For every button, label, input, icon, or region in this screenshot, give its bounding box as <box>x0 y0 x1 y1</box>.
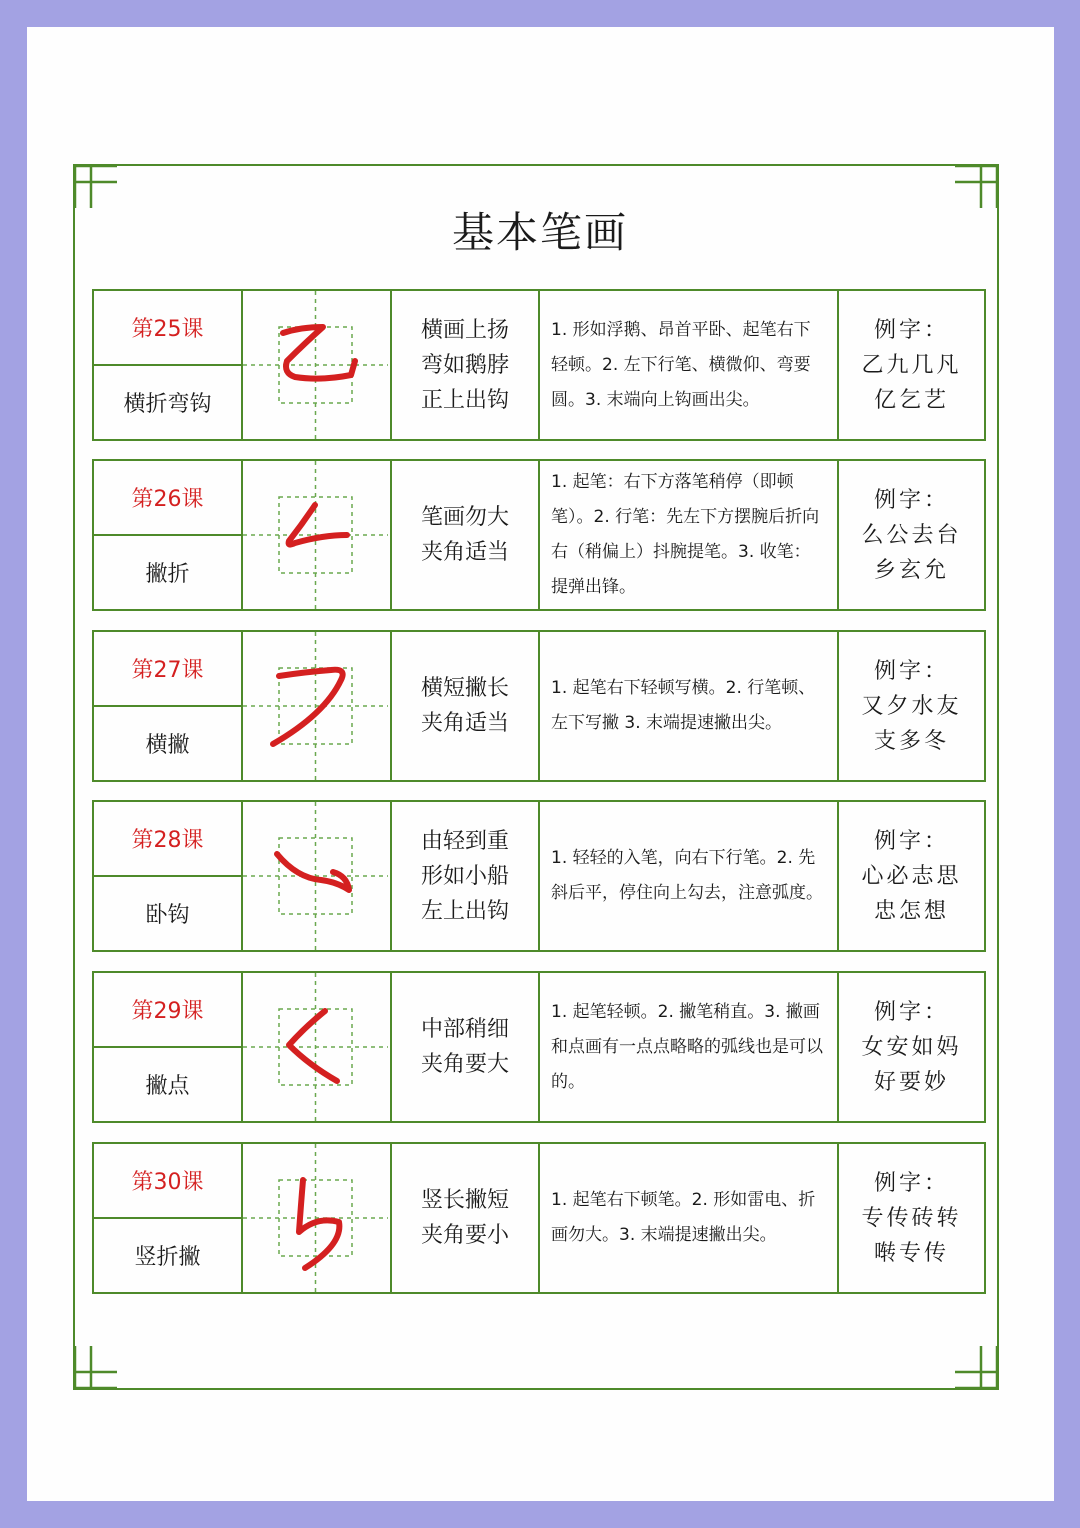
example-label: 例字： <box>873 317 949 343</box>
example-line-1: 又夕水友 <box>861 693 962 719</box>
practice-grid <box>243 802 392 950</box>
example-line-1: 心必志思 <box>861 863 962 889</box>
stroke-description <box>540 802 839 950</box>
stroke-name: 卧钩 <box>145 903 190 928</box>
frame-corner-bottom-right <box>955 1346 999 1390</box>
stroke-illustration <box>243 802 388 950</box>
lesson-cell <box>94 802 243 950</box>
description-text: 1. 起笔：右下方落笔稍停（即顿笔）。2. 行笔：先左下方摆腕后折向右（稍偏上）抖腕提笔。3. 收笔：提弹出锋。 <box>551 472 820 597</box>
stroke-illustration <box>243 461 388 609</box>
example-label: 例字： <box>873 658 949 684</box>
lesson-row <box>92 289 986 441</box>
lesson-number: 第30课 <box>94 1144 241 1219</box>
example-label: 例字： <box>873 828 949 854</box>
description-text: 1. 起笔轻顿。2. 撇笔稍直。3. 撇画和点画有一点点略略的弧线也是可以的。 <box>551 1001 823 1092</box>
practice-grid <box>243 973 392 1121</box>
lesson-row <box>92 459 986 611</box>
writing-tips: 由轻到重 形如小船 左上出钩 <box>392 802 540 950</box>
description-text: 1. 轻轻的入笔，向右下行笔。2. 先斜后平，停住向上勾去，注意弧度。 <box>551 848 823 903</box>
lesson-row <box>92 1142 986 1294</box>
writing-tips: 横短撇长 夹角适当 <box>392 632 540 780</box>
writing-tips: 横画上扬 弯如鹅脖 正上出钩 <box>392 291 540 439</box>
practice-grid <box>243 291 392 439</box>
example-characters <box>839 802 984 950</box>
example-characters <box>839 1144 984 1292</box>
stroke-description <box>540 632 839 780</box>
lesson-number: 第26课 <box>94 461 241 536</box>
stroke-illustration <box>243 632 388 780</box>
lesson-number: 第27课 <box>94 632 241 707</box>
example-line-2: 忠怎想 <box>873 898 949 924</box>
page-title: 基本笔画 <box>451 208 628 257</box>
lesson-row <box>92 630 986 782</box>
lesson-number: 第29课 <box>94 973 241 1048</box>
lesson-row <box>92 800 986 952</box>
example-line-2: 好要妙 <box>873 1069 949 1095</box>
example-label: 例字： <box>873 999 949 1025</box>
example-line-2: 啭专传 <box>873 1240 949 1266</box>
writing-tips: 中部稍细 夹角要大 <box>392 973 540 1121</box>
example-label: 例字： <box>873 1170 949 1196</box>
example-line-1: 乙九几凡 <box>861 352 962 378</box>
practice-grid <box>243 632 392 780</box>
stroke-illustration <box>243 973 388 1121</box>
lesson-cell <box>94 632 243 780</box>
stroke-name: 横撇 <box>145 733 190 758</box>
example-line-1: 女安如妈 <box>861 1034 962 1060</box>
lesson-cell <box>94 1144 243 1292</box>
example-line-2: 乡玄允 <box>873 557 949 583</box>
stroke-name: 撇点 <box>145 1074 190 1099</box>
example-characters <box>839 632 984 780</box>
description-text: 1. 起笔右下轻顿写横。2. 行笔顿、左下写撇 3. 末端提速撇出尖。 <box>551 678 816 733</box>
lesson-cell <box>94 291 243 439</box>
lesson-cell <box>94 461 243 609</box>
example-line-2: 支多冬 <box>873 728 949 754</box>
writing-tips: 竖长撇短 夹角要小 <box>392 1144 540 1292</box>
example-characters <box>839 973 984 1121</box>
stroke-description <box>540 291 839 439</box>
stroke-illustration <box>243 1144 388 1292</box>
practice-grid <box>243 1144 392 1292</box>
lesson-number: 第28课 <box>94 802 241 877</box>
description-text: 1. 形如浮鹅、昂首平卧、起笔右下轻顿。2. 左下行笔、横微仰、弯要圆。3. 末端向上钩画出尖。 <box>551 319 811 410</box>
example-characters <box>839 291 984 439</box>
practice-grid <box>243 461 392 609</box>
lesson-number: 第25课 <box>94 291 241 366</box>
writing-tips: 笔画勿大 夹角适当 <box>392 461 540 609</box>
stroke-name: 撇折 <box>145 562 190 587</box>
frame-corner-bottom-left <box>73 1346 117 1390</box>
example-label: 例字： <box>873 487 949 513</box>
example-line-2: 亿乞艺 <box>873 387 949 413</box>
stroke-name: 横折弯钩 <box>123 392 212 417</box>
lesson-row <box>92 971 986 1123</box>
lesson-cell <box>94 973 243 1121</box>
stroke-description <box>540 973 839 1121</box>
example-line-1: 么公去台 <box>861 522 962 548</box>
stroke-description <box>540 461 839 609</box>
stroke-description <box>540 1144 839 1292</box>
stroke-name: 竖折撇 <box>134 1245 201 1270</box>
example-characters <box>839 461 984 609</box>
description-text: 1. 起笔右下顿笔。2. 形如雷电、折画勿大。3. 末端提速撇出尖。 <box>551 1190 816 1245</box>
stroke-illustration <box>243 291 388 439</box>
example-line-1: 专传砖转 <box>861 1205 962 1231</box>
